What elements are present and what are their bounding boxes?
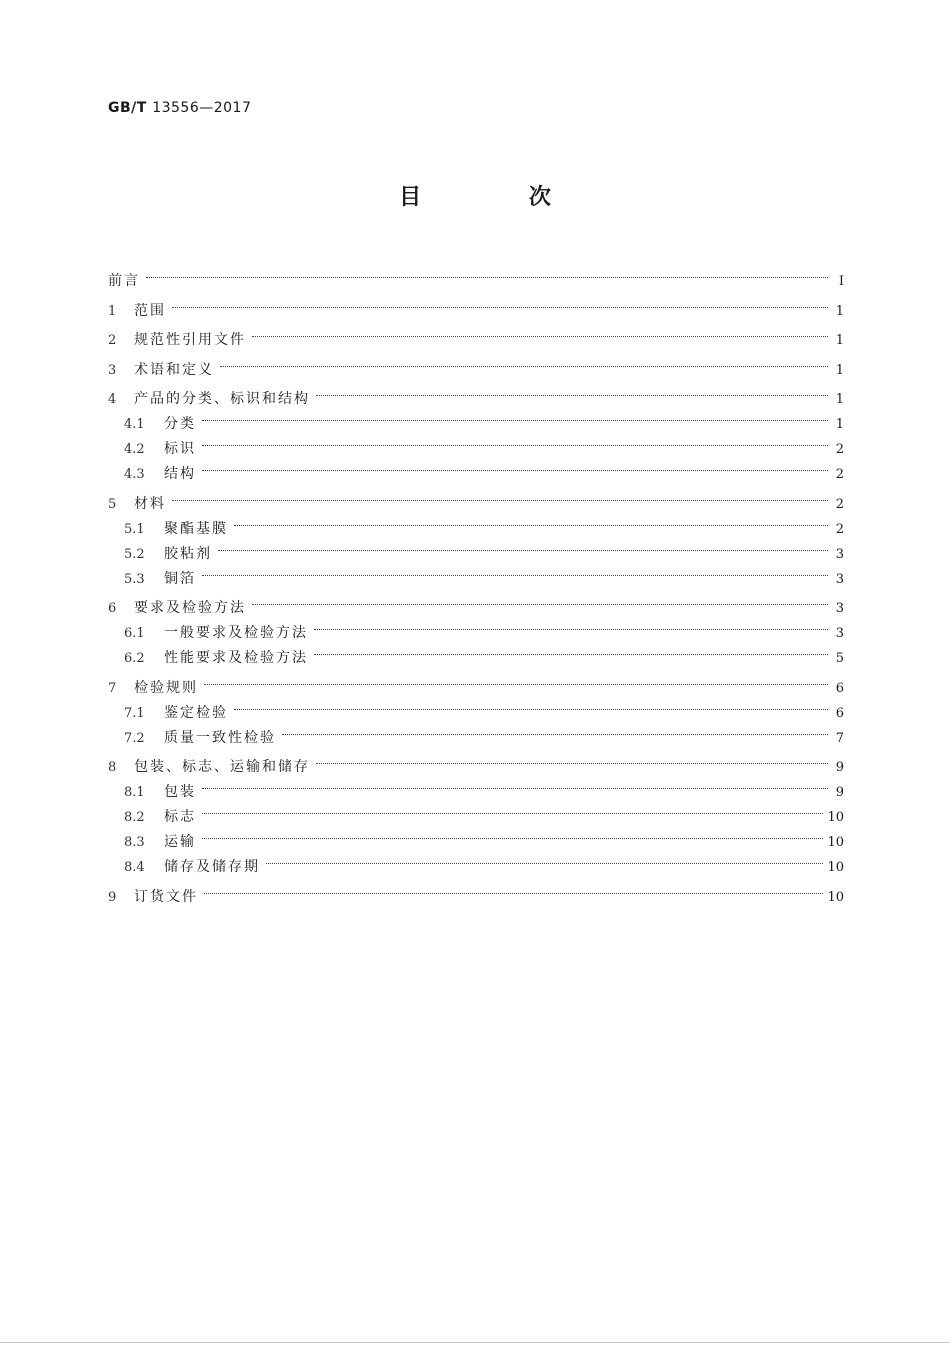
- toc-entry-number: 8.4: [124, 860, 145, 875]
- toc-entry-number: 5: [108, 496, 117, 512]
- toc-entry-title: 分类: [164, 416, 196, 432]
- toc-entry-number: 1: [108, 303, 117, 319]
- toc-dot-leader: [312, 612, 832, 637]
- toc-entry-page-number: 10: [827, 835, 844, 850]
- toc-entry-page-number: 5: [835, 651, 844, 666]
- toc-entry-number: 8.3: [124, 835, 145, 850]
- toc-title: 目 次: [399, 185, 601, 210]
- toc-entry-title: 包装、标志、运输和储存: [134, 759, 310, 775]
- toc-dot-leader: [200, 403, 832, 428]
- toc-dot-leader: [200, 796, 827, 821]
- toc-entry-title: 储存及储存期: [164, 859, 260, 875]
- toc-entry[interactable]: [108, 453, 844, 482]
- toc-entry-number: 5.2: [124, 546, 145, 562]
- toc-entry-number: 4.3: [124, 467, 145, 482]
- toc-entry[interactable]: [108, 533, 844, 562]
- toc-dot-leader: [218, 349, 832, 374]
- toc-entry-title: 标志: [164, 809, 196, 825]
- toc-entry-page-number: 1: [835, 362, 844, 378]
- toc-entry[interactable]: [108, 508, 844, 537]
- toc-entry-number: 5.1: [124, 521, 145, 537]
- toc-entry-page-number: 1: [835, 333, 844, 348]
- toc-entry-number: 8: [108, 760, 117, 775]
- toc-entry-title: 包装: [164, 784, 196, 800]
- toc-entry[interactable]: [108, 260, 844, 289]
- toc-entry-page-number: 9: [835, 760, 844, 775]
- toc-entry-number: 6.2: [124, 651, 145, 666]
- toc-entry-page-number: 10: [827, 810, 844, 825]
- page-bottom-divider: [0, 1342, 950, 1343]
- toc-entry-page-number: 7: [835, 730, 844, 746]
- toc-entry-page-number: 1: [835, 303, 844, 319]
- toc-entry[interactable]: [108, 290, 844, 319]
- toc-entry-title: 产品的分类、标识和结构: [134, 391, 310, 407]
- toc-entry-page-number: 3: [835, 601, 844, 616]
- toc-entry[interactable]: [108, 349, 844, 378]
- toc-entry-page-number: 2: [835, 496, 844, 512]
- toc-entry-number: 7: [108, 680, 117, 696]
- toc-entry-title: 要求及检验方法: [134, 600, 246, 616]
- toc-entry-page-number: 3: [835, 626, 844, 641]
- toc-dot-leader: [200, 428, 832, 453]
- toc-entry-number: 4: [108, 392, 117, 407]
- toc-entry-page-number: 9: [835, 785, 844, 800]
- toc-entry-number: 8.1: [124, 785, 145, 800]
- toc-entry-title: 性能要求及检验方法: [164, 650, 308, 666]
- toc-entry-title: 运输: [164, 834, 196, 850]
- toc-dot-leader: [202, 667, 832, 692]
- toc-entry-page-number: 2: [835, 442, 844, 457]
- toc-entry[interactable]: [108, 319, 844, 348]
- toc-dot-leader: [200, 821, 827, 846]
- toc-entry[interactable]: [108, 378, 844, 407]
- toc-entry[interactable]: [108, 483, 844, 512]
- toc-dot-leader: [314, 746, 832, 771]
- toc-entry-title: 检验规则: [134, 679, 198, 696]
- toc-entry-page-number: 3: [835, 546, 844, 562]
- toc-dot-leader: [280, 717, 832, 742]
- toc-entry[interactable]: [108, 796, 844, 825]
- toc-dot-leader: [170, 290, 832, 315]
- toc-dot-leader: [144, 260, 832, 285]
- toc-dot-leader: [312, 637, 832, 662]
- toc-entry-number: 7.2: [124, 730, 145, 746]
- toc-entry-title: 订货文件: [134, 888, 198, 905]
- toc-dot-leader: [232, 692, 832, 717]
- toc-entry-number: 4.2: [124, 442, 145, 457]
- toc-entry-number: 5.3: [124, 571, 145, 587]
- toc-entry-page-number: 10: [827, 889, 844, 905]
- toc-entry-title: 范围: [134, 302, 166, 319]
- toc-entry-title: 鉴定检验: [164, 704, 228, 721]
- toc-dot-leader: [200, 771, 832, 796]
- toc-entry-page-number: 6: [835, 705, 844, 721]
- toc-dot-leader: [250, 319, 832, 344]
- toc-entry[interactable]: [108, 846, 844, 875]
- standard-code: [108, 100, 251, 116]
- toc-dot-leader: [202, 876, 827, 901]
- toc-entry-page-number: 6: [835, 680, 844, 696]
- toc-entry[interactable]: [108, 692, 844, 721]
- standard-prefix: GB/T: [108, 100, 147, 116]
- toc-entry-title: 术语和定义: [134, 361, 214, 378]
- toc-entry-page-number: 2: [835, 467, 844, 482]
- toc-dot-leader: [314, 378, 832, 403]
- toc-dot-leader: [200, 453, 832, 478]
- toc-entry[interactable]: [108, 667, 844, 696]
- toc-entry[interactable]: [108, 771, 844, 800]
- toc-entry-title: 胶粘剂: [164, 545, 212, 562]
- toc-dot-leader: [200, 558, 832, 583]
- toc-entry-number: 7.1: [124, 705, 145, 721]
- toc-entry-page-number: Ⅰ: [838, 274, 844, 289]
- standard-number: 13556—2017: [152, 100, 252, 116]
- toc-entry-number: 8.2: [124, 810, 145, 825]
- toc-entry-number: 4.1: [124, 417, 145, 432]
- toc-entry-number: 2: [108, 333, 117, 348]
- toc-dot-leader: [250, 587, 832, 612]
- toc-entry[interactable]: [108, 428, 844, 457]
- toc-entry-number: 3: [108, 362, 117, 378]
- toc-entry-title: 标识: [164, 441, 196, 457]
- toc-entry-title: 铜箔: [164, 570, 196, 587]
- toc-entry-page-number: 1: [835, 417, 844, 432]
- toc-entry[interactable]: [108, 821, 844, 850]
- toc-entry-title: 结构: [164, 466, 196, 482]
- toc-entry[interactable]: [108, 403, 844, 432]
- toc-entry[interactable]: [108, 587, 844, 616]
- toc-entry-number: 6.1: [124, 626, 145, 641]
- toc-entry-title: 规范性引用文件: [134, 332, 246, 348]
- toc-entry[interactable]: [108, 876, 844, 905]
- toc-entry-title: 聚酯基膜: [164, 520, 228, 537]
- toc-entry-page-number: 2: [835, 521, 844, 537]
- toc-entry-title: 质量一致性检验: [164, 729, 276, 746]
- toc-entry-title: 一般要求及检验方法: [164, 625, 308, 641]
- toc-entry-number: 6: [108, 601, 117, 616]
- toc-entry-page-number: 1: [835, 392, 844, 407]
- toc-entry-title: 前言: [108, 273, 140, 289]
- toc-entry-number: 9: [108, 889, 117, 905]
- table-of-contents: [108, 260, 844, 905]
- toc-dot-leader: [232, 508, 832, 533]
- toc-entry[interactable]: [108, 558, 844, 587]
- toc-dot-leader: [170, 483, 832, 508]
- toc-entry-page-number: 3: [835, 571, 844, 587]
- toc-dot-leader: [264, 846, 827, 871]
- toc-dot-leader: [216, 533, 832, 558]
- toc-entry-page-number: 10: [827, 860, 844, 875]
- toc-entry-title: 材料: [134, 495, 166, 512]
